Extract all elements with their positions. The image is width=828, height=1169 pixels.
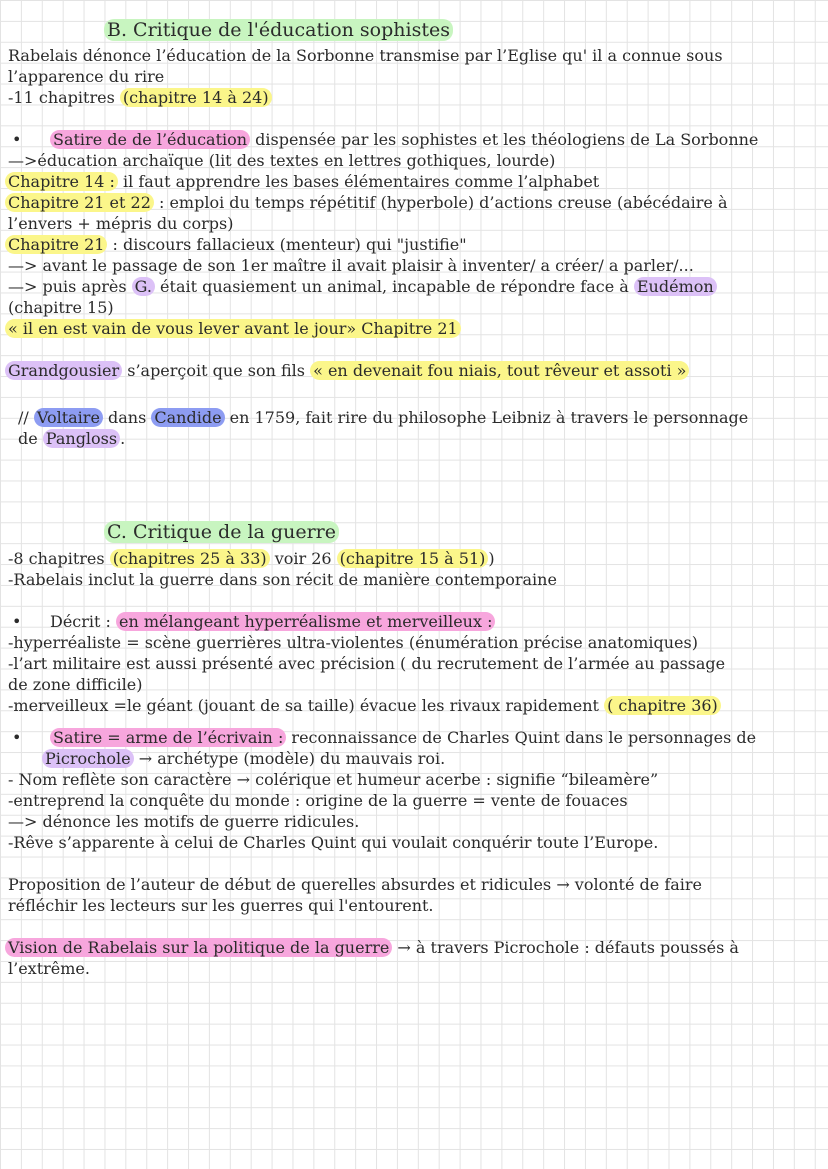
chapter15-line: (chapitre 15) — [8, 298, 114, 317]
picrochole-line: Picrochole → archétype (modèle) du mauvais roi. — [42, 748, 445, 769]
proposition-line-1: Proposition de l’auteur de début de querelles absurdes et ridicules → volonté de faire — [8, 875, 703, 894]
proposition-line-2: réfléchir les lecteurs sur les guerres qui l'entourent. — [8, 896, 434, 915]
chapter21-line: Chapitre 21 : discours fallacieux (menteur) qui "justifie" — [5, 234, 467, 255]
voltaire-line: // Voltaire dans Candide en 1759, fait rire du philosophe Leibniz à travers le personnage — [18, 408, 749, 427]
grandgousier-line: Grandgousier s’aperçoit que son fils « en devenait fou niais, tout rêveur et assoti » — [5, 360, 689, 381]
decrit-line: • Décrit : en mélangeant hyperréalisme et merveilleux : — [12, 611, 495, 632]
intro-line-2: l’apparence du rire — [8, 67, 165, 86]
chapters-line: -11 chapitres (chapitre 14 à 24) — [8, 87, 272, 108]
denonce-line: —> dénonce les motifs de guerre ridicules. — [8, 812, 360, 831]
art-line-1: -l’art militaire est aussi présenté avec précision ( du recrutement de l’armée au passage — [8, 654, 726, 673]
section-b-title: B. Critique de l'éducation sophistes — [104, 18, 453, 42]
before-line: —> avant le passage de son 1er maître il avait plaisir à inventer/ a créer/ a parler/... — [8, 256, 694, 275]
chapters-c-line: -8 chapitres (chapitres 25 à 33) voir 26 (chapitre 15 à 51) ) — [8, 549, 495, 568]
hyper-line: -hyperréaliste = scène guerrières ultra-violentes (énumération précise anatomiques) — [8, 633, 698, 652]
reve-line: -Rêve s’apparente à celui de Charles Quint qui voulait conquérir toute l’Europe. — [8, 833, 659, 852]
intro-line-1: Rabelais dénonce l’éducation de la Sorbonne transmise par l’Eglise qu' il a connue sous — [8, 46, 723, 65]
archaic-line: —>éducation archaïque (lit des textes en lettres gothiques, lourde) — [8, 151, 556, 170]
satire-line: • Satire de de l’éducation dispensée par les sophistes et les théologiens de La Sorbonne — [12, 130, 759, 149]
after-line: —> puis après G. était quasiement un animal, incapable de répondre face à Eudémon — [8, 276, 717, 297]
chapter21-22-line: Chapitre 21 et 22 : emploi du temps répétitif (hyperbole) d’actions creuse (abécédaire à — [5, 192, 728, 213]
bullet: • — [12, 728, 22, 747]
chapter21-22-line-2: l’envers + mépris du corps) — [8, 214, 234, 233]
art-line-2: de zone difficile) — [8, 675, 143, 694]
nom-line: - Nom reflète son caractère → colérique et humeur acerbe : signifie “bileamère” — [8, 770, 659, 789]
pangloss-line: de Pangloss . — [18, 429, 126, 448]
bullet: • — [12, 612, 22, 631]
merveilleux-line: -merveilleux =le géant (jouant de sa taille) évacue les rivaux rapidement ( chapitre 36) — [8, 695, 721, 716]
quote-line: « il en est vain de vous lever avant le jour» Chapitre 21 — [5, 318, 461, 339]
satire-c-line: • Satire = arme de l’écrivain : reconnaissance de Charles Quint dans le personnages de — [12, 728, 757, 747]
vision-line: Vision de Rabelais sur la politique de la guerre → à travers Picrochole : défauts poussés à — [5, 937, 739, 958]
chapter14-line: Chapitre 14 : il faut apprendre les bases élémentaires comme l’alphabet — [5, 171, 599, 192]
include-line: -Rabelais inclut la guerre dans son récit de manière contemporaine — [8, 570, 557, 589]
conquete-line: -entreprend la conquête du monde : origine de la guerre = vente de fouaces — [8, 791, 628, 810]
section-c-title: C. Critique de la guerre — [104, 520, 339, 544]
bullet: • — [12, 130, 22, 149]
vision-line-2: l’extrême. — [8, 959, 90, 978]
